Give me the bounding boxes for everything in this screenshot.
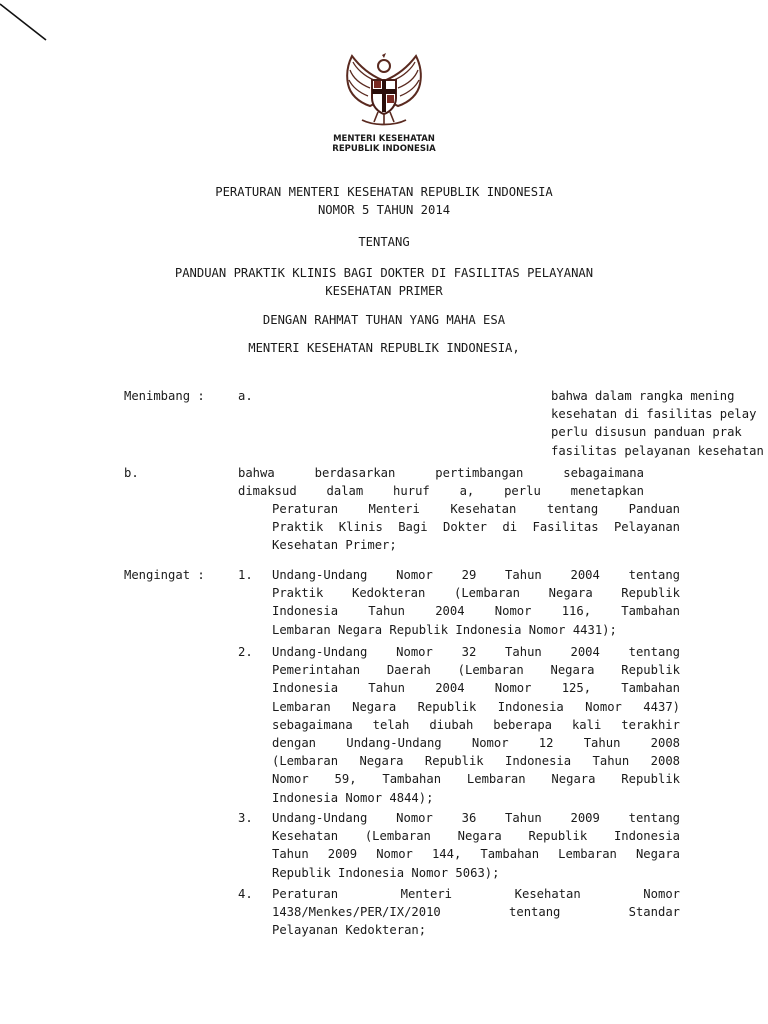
tentang-heading: TENTANG	[358, 235, 410, 249]
mengingat-item-line: Kesehatan (Lembaran Negara Republik Indonesia	[272, 829, 680, 844]
mengingat-item-line: Pemerintahan Daerah (Lembaran Negara Republik	[272, 663, 680, 678]
regulation-title: PERATURAN MENTERI KESEHATAN REPUBLIK INDONESIA	[215, 185, 553, 199]
mengingat-item-line: Indonesia Tahun 2004 Nomor 116, Tambahan	[272, 604, 680, 619]
menimbang-b-text-start	[238, 464, 644, 500]
menimbang-a-marker: a.	[238, 389, 253, 403]
emblem-caption-line-2: REPUBLIK INDONESIA	[332, 144, 436, 154]
menimbang-b-line: bahwa berdasarkan pertimbangan sebagaimana	[238, 466, 644, 480]
menimbang-b-line: Praktik Klinis Bagi Dokter di Fasilitas Pelayanan	[272, 520, 680, 535]
mengingat-item-line: (Lembaran Negara Republik Indonesia Tahun 2008	[272, 754, 680, 769]
mengingat-item-line: Tahun 2009 Nomor 144, Tambahan Lembaran Negara	[272, 847, 680, 862]
mengingat-label: Mengingat :	[124, 568, 205, 582]
mengingat-item-2-marker: 2.	[238, 645, 253, 659]
mengingat-item-3-text	[272, 809, 680, 882]
menimbang-b-marker: b.	[124, 466, 139, 480]
mengingat-item-4-marker: 4.	[238, 887, 253, 901]
mengingat-item-line: Lembaran Negara Republik Indonesia Nomor 4437)	[272, 699, 680, 714]
mengingat-item-line: Praktik Kedokteran (Lembaran Negara Republik	[272, 586, 680, 601]
menimbang-b-line: Kesehatan Primer;	[272, 538, 397, 553]
mengingat-item-line: Indonesia Nomor 4844);	[272, 790, 434, 805]
mengingat-item-3-marker: 3.	[238, 811, 253, 825]
menimbang-a-line: perlu disusun panduan prak	[551, 425, 742, 440]
mengingat-item-2-text	[272, 643, 680, 807]
mengingat-item-1-text	[272, 566, 680, 639]
garuda-emblem	[338, 50, 430, 128]
menimbang-a-line: bahwa dalam rangka mening	[551, 389, 735, 403]
emblem-caption	[318, 134, 450, 154]
menimbang-b-line: dimaksud dalam huruf a, perlu menetapkan	[238, 484, 644, 499]
mengingat-item-line: Undang-Undang Nomor 32 Tahun 2004 tentang	[272, 645, 680, 659]
regulation-number: NOMOR 5 TAHUN 2014	[317, 203, 451, 217]
emblem-caption-line-1: MENTERI KESEHATAN	[333, 134, 435, 144]
menimbang-label: Menimbang :	[124, 389, 205, 403]
mengingat-item-line: 1438/Menkes/PER/IX/2010 tentang Standar	[272, 905, 680, 920]
mengingat-item-line: Nomor 59, Tambahan Lembaran Negara Republik	[272, 772, 680, 787]
mengingat-item-4-text	[272, 885, 680, 940]
menimbang-a-line: fasilitas pelayanan kesehatan	[551, 443, 764, 458]
mengingat-item-line: Republik Indonesia Nomor 5063);	[272, 865, 500, 880]
mengingat-item-line: Peraturan Menteri Kesehatan Nomor	[272, 887, 680, 901]
invocation: DENGAN RAHMAT TUHAN YANG MAHA ESA	[262, 313, 506, 327]
mengingat-item-line: Lembaran Negara Republik Indonesia Nomor 4431);	[272, 622, 617, 637]
mengingat-item-line: Pelayanan Kedokteran;	[272, 923, 427, 938]
mengingat-item-line: sebagaimana telah diubah beberapa kali terakhir	[272, 717, 680, 732]
mengingat-item-line: Undang-Undang Nomor 29 Tahun 2004 tentang	[272, 568, 680, 582]
subject-line-1: PANDUAN PRAKTIK KLINIS BAGI DOKTER DI FASILITAS PELAYANAN	[174, 266, 594, 280]
mengingat-item-line: Undang-Undang Nomor 36 Tahun 2009 tentang	[272, 811, 680, 825]
menimbang-a-line: kesehatan di fasilitas pelay	[551, 407, 757, 422]
menimbang-b-line: Peraturan Menteri Kesehatan tentang Panduan	[272, 502, 680, 516]
mengingat-item-line: dengan Undang-Undang Nomor 12 Tahun 2008	[272, 736, 680, 751]
menimbang-a-text	[551, 387, 768, 460]
menimbang-b-text-cont	[272, 500, 680, 555]
issuer: MENTERI KESEHATAN REPUBLIK INDONESIA,	[248, 341, 520, 355]
mengingat-item-1-marker: 1.	[238, 568, 253, 582]
subject-line-2: KESEHATAN PRIMER	[325, 284, 443, 298]
scan-artifact-line	[0, 0, 60, 50]
mengingat-item-line: Indonesia Tahun 2004 Nomor 125, Tambahan	[272, 681, 680, 696]
